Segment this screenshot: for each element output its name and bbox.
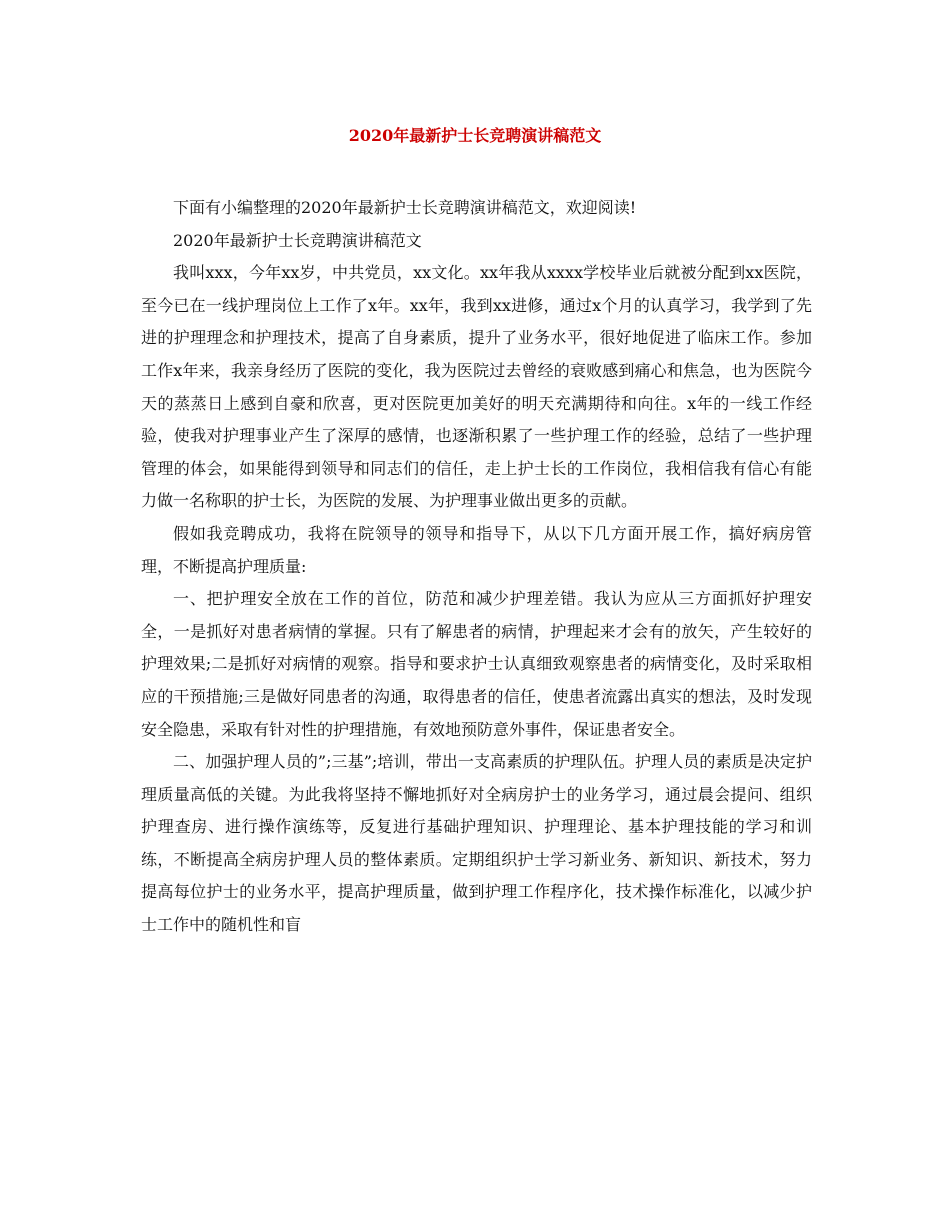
document-title: 2020年最新护士长竞聘演讲稿范文	[348, 126, 602, 145]
self-introduction-paragraph: 我叫xxx，今年xx岁，中共党员，xx文化。xx年我从xxxx学校毕业后就被分配到xx医院，至今已在一线护理岗位上工作了x年。xx年，我到xx进修，通过x个月的认真学习，我学到了先进的护理理念和护理技术，提高了自身素质，提升了业务水平，很好地促进了临床工作。参加工作x年来，我亲身经历了医院的变化，我为医院过去曾经的衰败感到痛心和焦急，也为医院今天的蒸蒸日上感到自豪和欣喜，更对医院更加美好的明天充满期待和向往。x年的一线工作经验，使我对护理事业产生了深厚的感情，也逐渐积累了一些护理工作的经验，总结了一些护理管理的体会，如果能得到领导和同志们的信任，走上护士长的工作岗位，我相信我有信心有能力做一名称职的护士长，为医院的发展、为护理事业做出更多的贡献。	[141, 263, 812, 511]
training-paragraph: 二、加强护理人员的”;三基”;培训，带出一支高素质的护理队伍。护理人员的素质是决定护理质量高低的关键。为此我将坚持不懈地抓好对全病房护士的业务学习，通过晨会提问、组织护理查房、进行操作演练等，反复进行基础护理知识、护理理论、基本护理技能的学习和训练，不断提高全病房护理人员的整体素质。定期组织护士学习新业务、新知识、新技术，努力提高每位护士的业务水平，提高护理质量，做到护理工作程序化，技术操作标准化，以减少护士工作中的随机性和盲	[141, 752, 812, 935]
plan-intro-paragraph: 假如我竞聘成功，我将在院领导的领导和指导下，从以下几方面开展工作，搞好病房管理，不断提高护理质量:	[141, 523, 812, 576]
document-body	[141, 192, 812, 942]
safety-paragraph: 一、把护理安全放在工作的首位，防范和减少护理差错。我认为应从三方面抓好护理安全，一是抓好对患者病情的掌握。只有了解患者的病情，护理起来才会有的放矢，产生较好的护理效果;二是抓好对病情的观察。指导和要求护士认真细致观察患者的病情变化，及时采取相应的干预措施;三是做好同患者的沟通，取得患者的信任，使患者流露出真实的想法，及时发现安全隐患，采取有针对性的护理措施，有效地预防意外事件，保证患者安全。	[141, 589, 812, 739]
intro-paragraph: 下面有小编整理的2020年最新护士长竞聘演讲稿范文，欢迎阅读!	[173, 198, 637, 217]
subtitle-paragraph: 2020年最新护士长竞聘演讲稿范文	[173, 230, 422, 250]
